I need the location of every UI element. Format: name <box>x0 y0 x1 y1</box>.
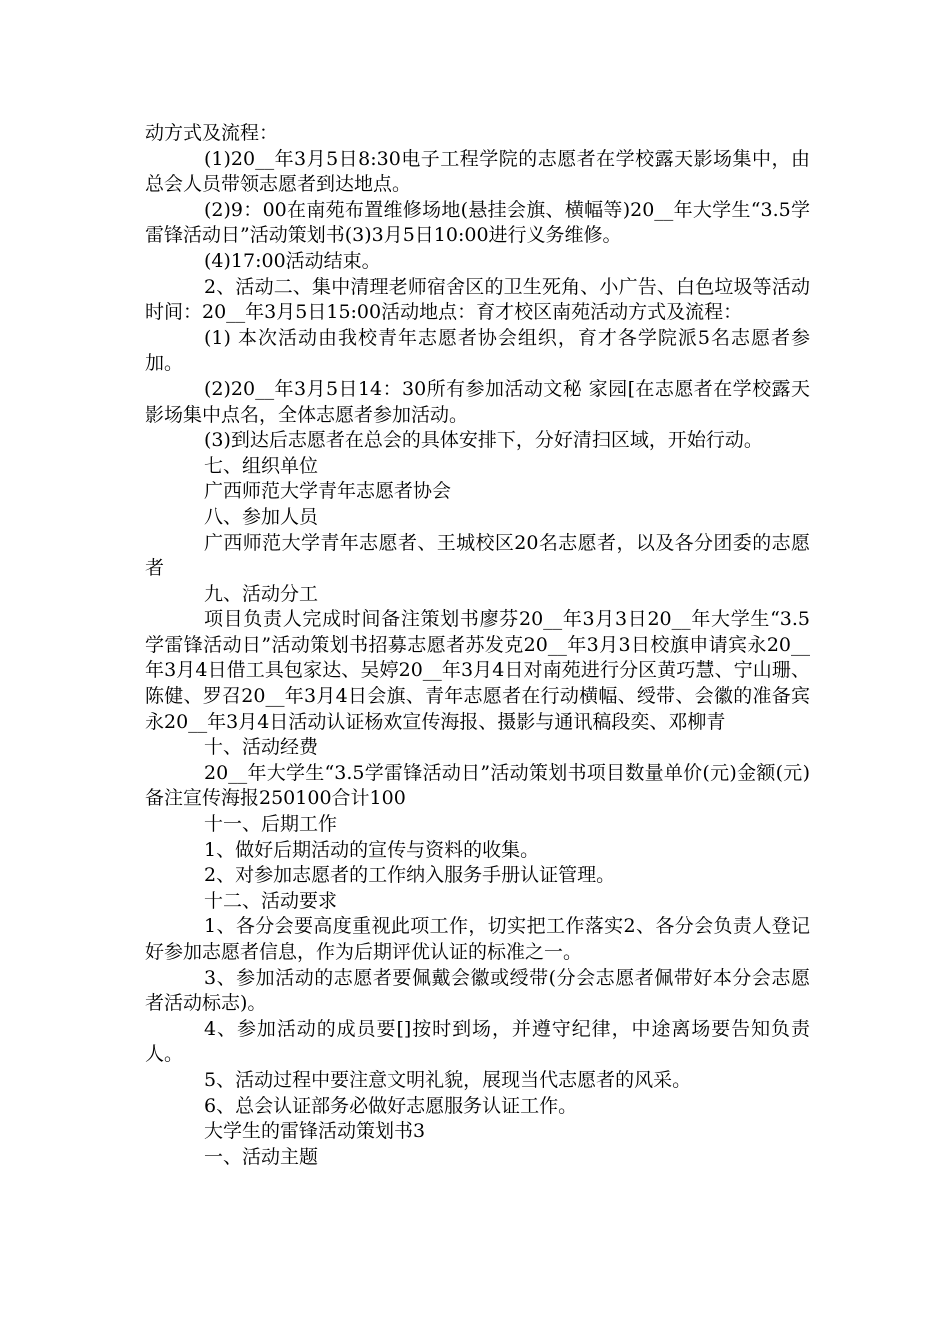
paragraph: (1) 本次活动由我校青年志愿者协会组织，育才各学院派5名志愿者参加。 <box>145 326 810 375</box>
section-heading: 八、参加人员 <box>204 505 319 528</box>
paragraph: 20__年大学生“3.5学雷锋活动日”活动策划书项目数量单价(元)金额(元)备注宣传海报250100合计100 <box>145 761 810 810</box>
document-body <box>145 121 810 1170</box>
document-subtitle: 大学生的雷锋活动策划书3 <box>204 1120 426 1143</box>
paragraph: 1、做好后期活动的宣传与资料的收集。 <box>204 838 540 861</box>
paragraph: (1)20__年3月5日8:30电子工程学院的志愿者在学校露天影场集中，由总会人员带领志愿者到达地点。 <box>145 147 810 196</box>
paragraph: 3、参加活动的志愿者要佩戴会徽或绶带(分会志愿者佩带好本分会志愿者活动标志)。 <box>145 966 810 1015</box>
paragraph: 6、总会认证部务必做好志愿服务认证工作。 <box>204 1094 578 1117</box>
paragraph: 5、活动过程中要注意文明礼貌，展现当代志愿者的风采。 <box>204 1068 692 1091</box>
paragraph: 4、参加活动的成员要[]按时到场，并遵守纪律，中途离场要告知负责人。 <box>145 1017 810 1066</box>
paragraph: 1、各分会要高度重视此项工作，切实把工作落实2、各分会负责人登记好参加志愿者信息，作为后期评优认证的标准之一。 <box>145 915 810 963</box>
paragraph: (3)到达后志愿者在总会的具体安排下，分好清扫区域，开始行动。 <box>204 429 763 452</box>
paragraph: (2)20__年3月5日14：30所有参加活动文秘 家园[在志愿者在学校露天影场集中点名，全体志愿者参加活动。 <box>145 377 810 426</box>
section-heading: 一、活动主题 <box>204 1145 319 1168</box>
paragraph: 2、对参加志愿者的工作纳入服务手册认证管理。 <box>204 864 616 887</box>
section-heading: 九、活动分工 <box>204 582 319 605</box>
paragraph: 广西师范大学青年志愿者、王城校区20名志愿者，以及各分团委的志愿者 <box>145 531 810 580</box>
section-heading: 十一、后期工作 <box>204 813 338 836</box>
paragraph: (4)17:00活动结束。 <box>204 249 381 272</box>
section-heading: 十二、活动要求 <box>204 889 338 912</box>
paragraph: 2、活动二、集中清理老师宿舍区的卫生死角、小广告、白色垃圾等活动时间：20__年3月5日15:00活动地点：育才校区南苑活动方式及流程： <box>145 275 810 324</box>
paragraph: 动方式及流程： <box>145 122 279 144</box>
paragraph: 广西师范大学青年志愿者协会 <box>204 480 452 503</box>
section-heading: 七、组织单位 <box>204 454 319 477</box>
section-heading: 十、活动经费 <box>204 736 319 759</box>
paragraph: 项目负责人完成时间备注策划书廖芬20__年3月3日20__年大学生“3.5学雷锋活动日”活动策划书招募志愿者苏发克20__年3月3日校旗申请宾永20__年3月4日借工具包家达、吴婷20__年3月4日对南苑进行分区黄巧慧、宁山珊、陈健、罗召20__年3月4日会旗、青年志愿者在行动横幅、绶带、会徽的准备宾永20__年3月4日活动认证杨欢宣传海报、摄影与通讯稿段奕、邓柳青 <box>145 608 810 733</box>
paragraph: (2)9：00在南苑布置维修场地(悬挂会旗、横幅等)20__年大学生“3.5学雷锋活动日”活动策划书(3)3月5日10:00进行义务维修。 <box>145 198 810 247</box>
